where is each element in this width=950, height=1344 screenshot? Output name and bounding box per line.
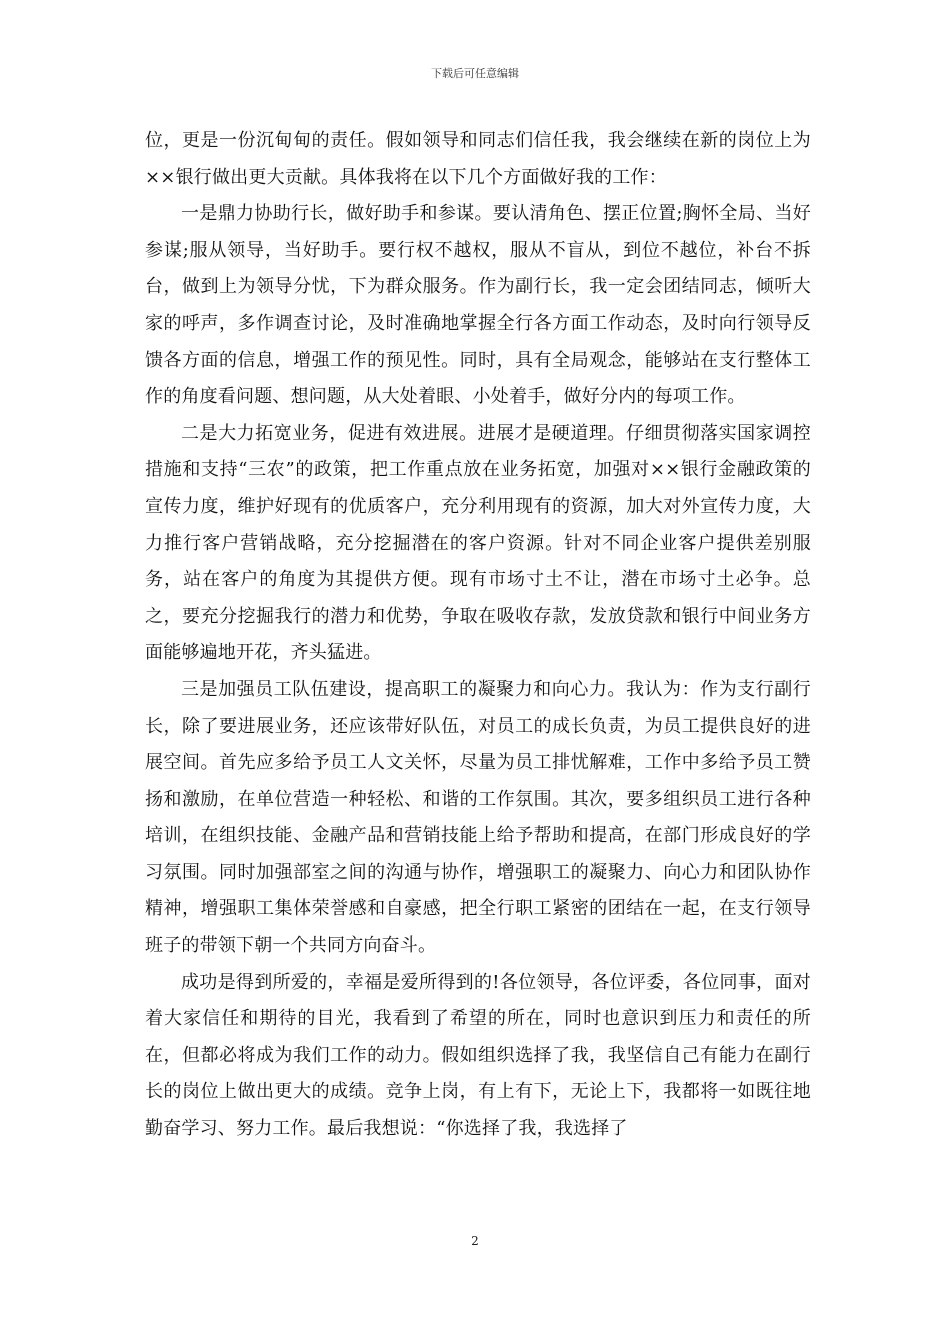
paragraph-continuation: 位，更是一份沉甸甸的责任。假如领导和同志们信任我，我会继续在新的岗位上为××银行做出更大贡献。具体我将在以下几个方面做好我的工作： bbox=[145, 130, 811, 188]
document-body bbox=[145, 123, 811, 1148]
paragraph-point-two: 二是大力拓宽业务，促进有效进展。进展才是硬道理。仔细贯彻落实国家调控措施和支持“三农”的政策，把工作重点放在业务拓宽，加强对××银行金融政策的宣传力度，维护好现有的优质客户，充分利用现有的资源，加大对外宣传力度，大力推行客户营销战略，充分挖掘潜在的客户资源。针对不同企业客户提供差别服务，站在客户的角度为其提供方便。现有市场寸土不让，潜在市场寸土必争。总之，要充分挖掘我行的潜力和优势，争取在吸收存款，发放贷款和银行中间业务方面能够遍地开花，齐头猛进。 bbox=[145, 422, 811, 664]
paragraph-closing: 成功是得到所爱的，幸福是爱所得到的!各位领导，各位评委，各位同事，面对着大家信任和期待的目光，我看到了希望的所在，同时也意识到压力和责任的所在，但都必将成为我们工作的动力。假如组织选择了我，我坚信自己有能力在副行长的岗位上做出更大的成绩。竞争上岗，有上有下，无论上下，我都将一如既往地勤奋学习、努力工作。最后我想说：“你选择了我，我选择了 bbox=[145, 971, 811, 1140]
paragraph-point-three: 三是加强员工队伍建设，提高职工的凝聚力和向心力。我认为：作为支行副行长，除了要进展业务，还应该带好队伍，对员工的成长负责，为员工提供良好的进展空间。首先应多给予员工人文关怀，尽量为员工排忧解难，工作中多给予员工赞扬和激励，在单位营造一种轻松、和谐的工作氛围。其次，要多组织员工进行各种培训，在组织技能、金融产品和营销技能上给予帮助和提高，在部门形成良好的学习氛围。同时加强部室之间的沟通与协作，增强职工的凝聚力、向心力和团队协作精神，增强职工集体荣誉感和自豪感，把全行职工紧密的团结在一起，在支行领导班子的带领下朝一个共同方向奋斗。 bbox=[145, 678, 811, 957]
paragraph-point-one: 一是鼎力协助行长，做好助手和参谋。要认清角色、摆正位置;胸怀全局、当好参谋;服从领导，当好助手。要行权不越权，服从不盲从，到位不越位，补台不拆台，做到上为领导分忧，下为群众服务。作为副行长，我一定会团结同志，倾听大家的呼声，多作调查讨论，及时准确地掌握全行各方面工作动态，及时向行领导反馈各方面的信息，增强工作的预见性。同时，具有全局观念，能够站在支行整体工作的角度看问题、想问题，从大处着眼、小处着手，做好分内的每项工作。 bbox=[145, 203, 811, 408]
page-number: 2 bbox=[471, 1234, 479, 1248]
page-header-note: 下载后可任意编辑 bbox=[431, 67, 519, 80]
